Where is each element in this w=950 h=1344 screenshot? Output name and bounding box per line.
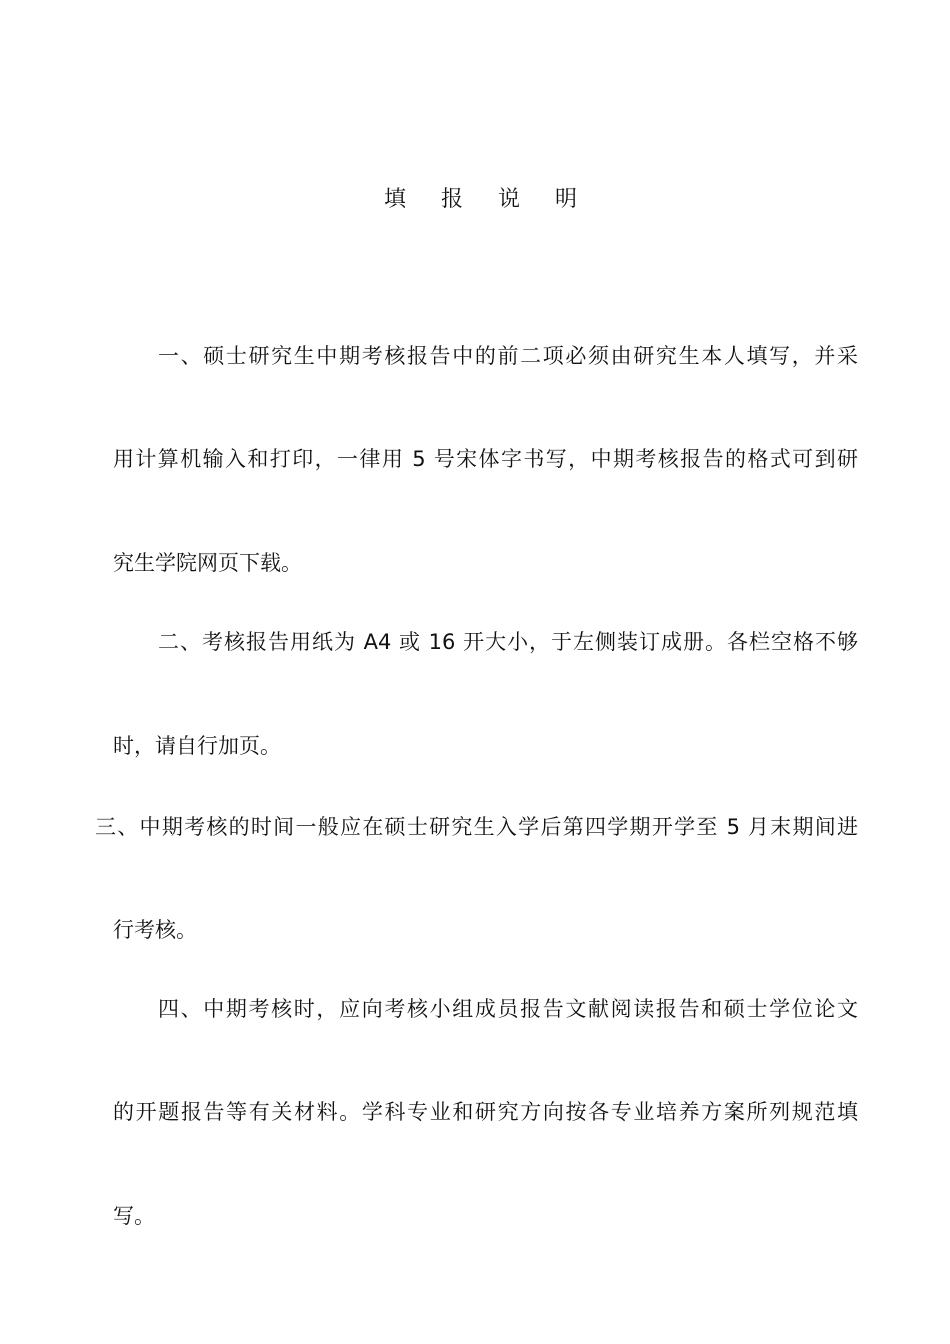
instruction-4-line-3: 写。: [113, 1204, 155, 1228]
instruction-3-line-2: 行考核。: [113, 918, 197, 942]
instruction-2-line-1: 二、考核报告用纸为 A4 或 16 开大小，于左侧装订成册。各栏空格不够: [158, 630, 858, 654]
instruction-3-line-1: 三、中期考核的时间一般应在硕士研究生入学后第四学期开学至 5 月末期间进: [95, 815, 858, 839]
instruction-1-line-2: 用计算机输入和打印，一律用 5 号宋体字书写，中期考核报告的格式可到研: [113, 447, 858, 471]
page-title: 填 报 说 明: [384, 187, 591, 212]
instruction-2-line-2: 时，请自行加页。: [113, 734, 281, 758]
instruction-4-line-1: 四、中期考核时，应向考核小组成员报告文献阅读报告和硕士学位论文: [158, 997, 858, 1021]
instruction-1-line-1: 一、硕士研究生中期考核报告中的前二项必须由研究生本人填写，并采: [158, 344, 858, 368]
instruction-4-line-2: 的开题报告等有关材料。学科专业和研究方向按各专业培养方案所列规范填: [113, 1100, 858, 1124]
instruction-1-line-3: 究生学院网页下载。: [113, 551, 302, 575]
